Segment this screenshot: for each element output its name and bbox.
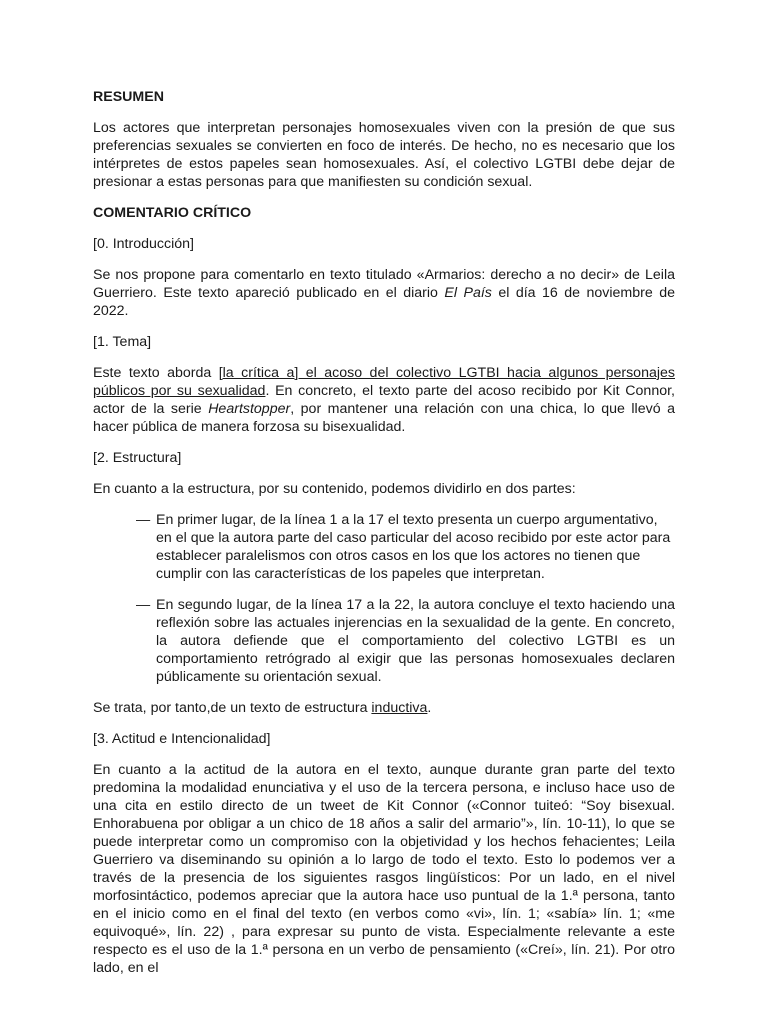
conclusion-text-a: Se trata, por tanto,de un texto de estructura (93, 700, 372, 716)
tema-label: [1. Tema] (93, 334, 152, 350)
estructura-label: [2. Estructura] (93, 450, 182, 466)
tema-text-b: . En concreto, el texto parte del acoso recibido por Kit Connor, actor de la serie (93, 383, 675, 417)
estructura-part-2 (136, 596, 675, 686)
conclusion-text-b: . (427, 700, 432, 716)
introduccion-text-b: el día 16 de noviembre de 2022. (93, 285, 675, 319)
resumen-heading: RESUMEN (93, 89, 164, 105)
conclusion-underlined: inductiva (371, 700, 428, 716)
estructura-conclusion (93, 699, 675, 717)
introduccion-paragraph (93, 266, 675, 320)
introduccion-text-a: Se nos propone para comentarlo en texto titulado «Armarios: derecho a no decir» de Leila Guerriero. Este texto apareció publicado en el diario (93, 267, 675, 301)
newspaper-name: El País (444, 285, 492, 301)
actitud-label: [3. Actitud e Intencionalidad] (93, 731, 271, 747)
dash-marker: — (136, 597, 151, 613)
tema-text-c: , por mantener una relación con una chica, lo que llevó a hacer pública de manera forzosa su bisexualidad. (93, 401, 675, 435)
tema-text-a: Este texto aborda (93, 365, 219, 381)
series-name: Heartstopper (208, 401, 291, 417)
estructura-part-1 (136, 511, 675, 583)
actitud-paragraph: En cuanto a la actitud de la autora en el texto, aunque durante gran parte del texto predomina la modalidad enunciativa y el uso de la tercera persona, e incluso hace uso de una cita en estilo directo de un tweet de Kit Connor («Connor tuiteó: “Soy bisexual. Enhorabuena por obligar a un chico de 18 años a salir del armario”», lín. 10-11), lo que se puede interpretar como un compromiso con la objetividad y los hechos fehacientes; Leila Guerriero va diseminando su opinión a lo largo de todo el texto. Esto lo podemos ver a través de la presencia de los siguientes rasgos lingüísticos: Por un lado, en el nivel morfosintáctico, podemos apreciar que la autora hace uso puntual de la 1.ª persona, tanto en el inicio como en el final del texto (en verbos como «vi», lín. 1; «sabía» lín. 1; «me equivoqué», lín. 22) , para expresar su punto de vista. Especialmente relevante a este respecto es el uso de la 1.ª persona en un verbo de pensamiento («Creí», lín. 21). Por otro lado, en el (93, 762, 675, 976)
tema-underlined: [la crítica a] el acoso del colectivo LGTBI hacia algunos personajes públicos por su sexualidad (93, 365, 675, 399)
comentario-heading: COMENTARIO CRÍTICO (93, 205, 252, 221)
dash-marker: — (136, 512, 151, 528)
estructura-intro: En cuanto a la estructura, por su contenido, podemos dividirlo en dos partes: (93, 481, 576, 497)
estructura-part-1-text: En primer lugar, de la línea 1 a la 17 el texto presenta un cuerpo argumentativo, en el que la autora parte del caso particular del acoso recibido por este actor para establecer paralelismos con otros casos en los que los actores no tienen que cumplir con las características de los papeles que interpretan. (156, 512, 671, 582)
introduccion-label: [0. Introducción] (93, 236, 194, 252)
tema-paragraph (93, 364, 675, 436)
estructura-part-2-text: En segundo lugar, de la línea 17 a la 22, la autora concluye el texto haciendo una reflexión sobre las actuales injerencias en la sexualidad de la gente. En concreto, la autora defiende que el comportamiento del colectivo LGTBI es un comportamiento retrógrado al exigir que las personas homosexuales declaren públicamente su orientación sexual. (156, 597, 675, 685)
resumen-paragraph: Los actores que interpretan personajes homosexuales viven con la presión de que sus preferencias sexuales se convierten en foco de interés. De hecho, no es necesario que los intérpretes de estos papeles sean homosexuales. Así, el colectivo LGTBI debe dejar de presionar a estas personas para que manifiesten su condición sexual. (93, 120, 675, 190)
